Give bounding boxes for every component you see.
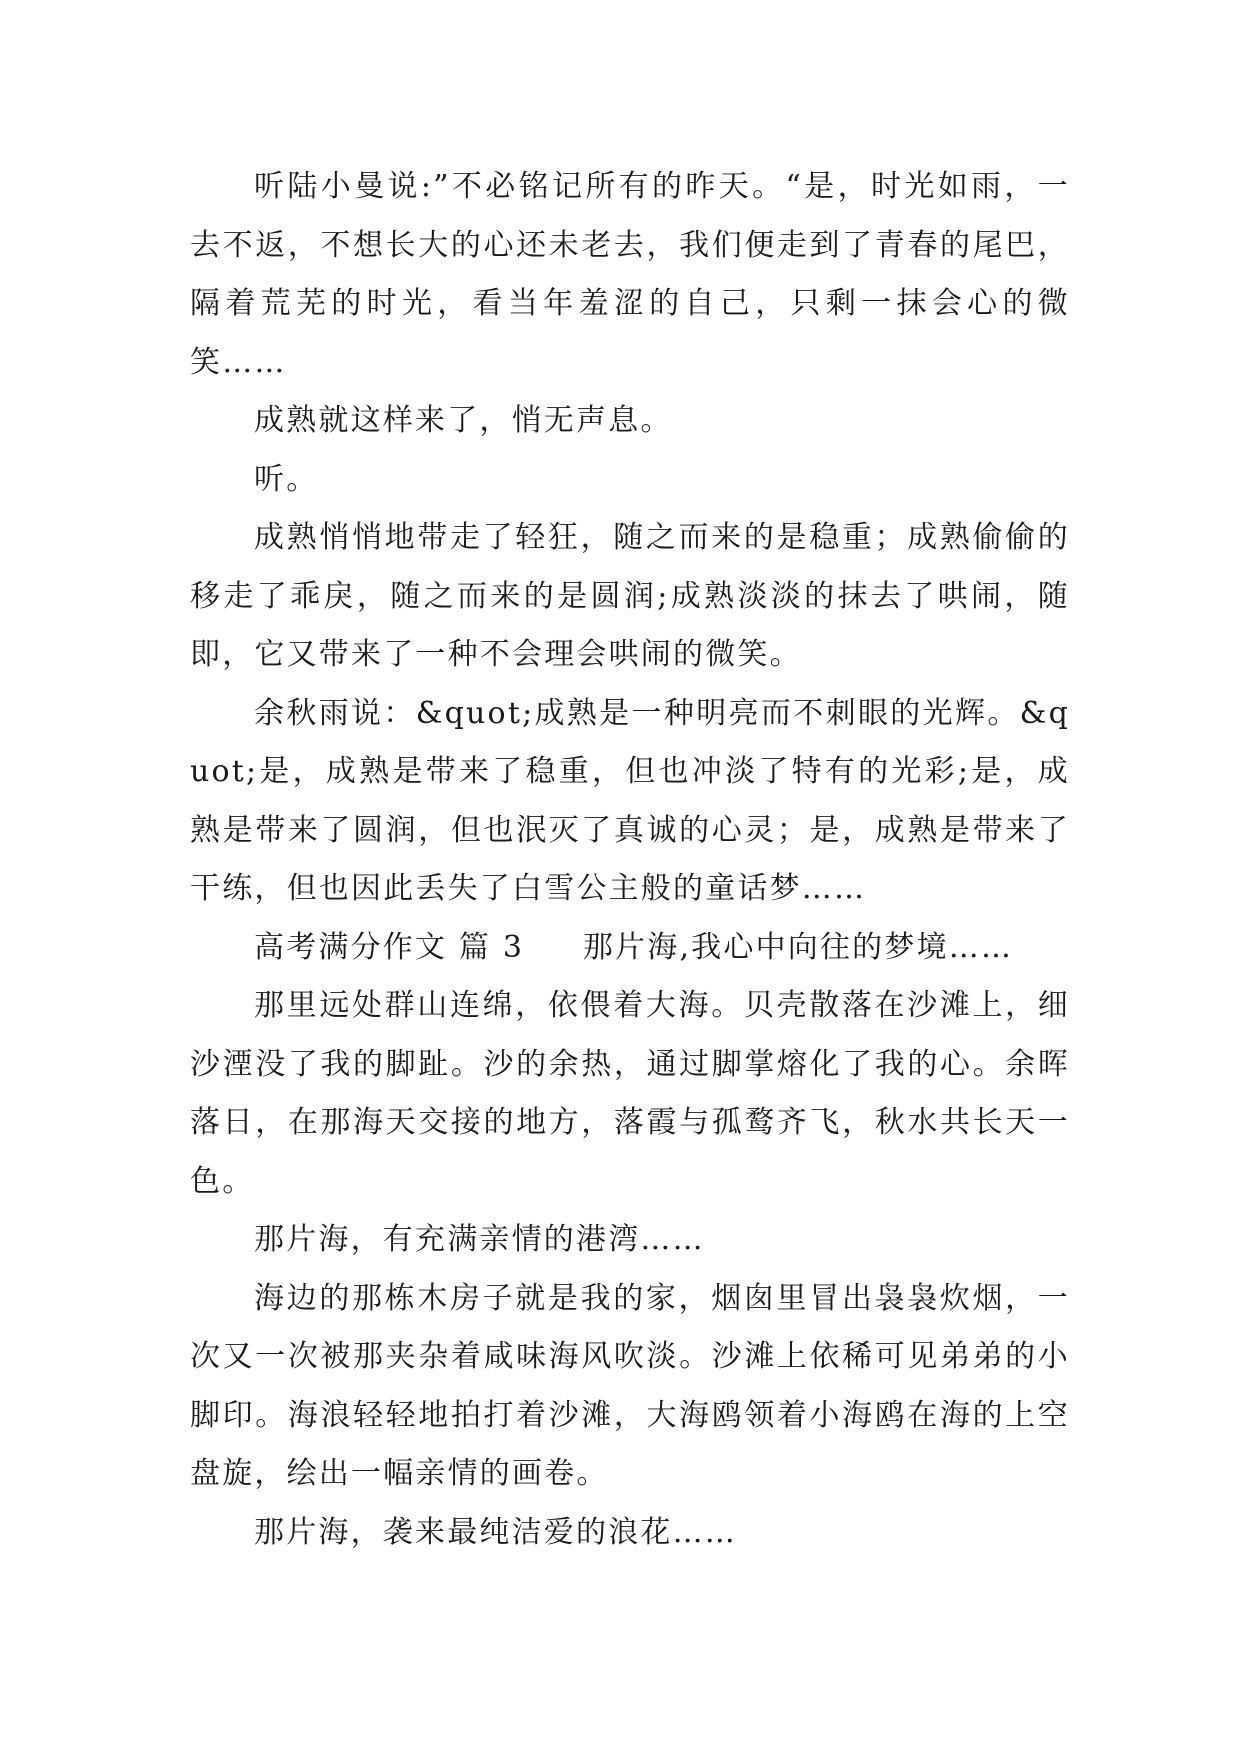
paragraph-harbor-of-family: 那片海，有充满亲情的港湾……	[254, 1222, 705, 1257]
paragraph-listen: 听。	[254, 461, 319, 497]
paragraph-mountains-and-sea: 那里远处群山连绵，依偎着大海。贝壳散落在沙滩上，细沙湮没了我的脚趾。沙的余热，通过脚掌熔化了我的心。余晖落日，在那海天交接的地方，落霞与孤鹜齐飞，秋水共长天一色。	[190, 988, 1070, 1199]
paragraph-maturity-arrives: 成熟就这样来了，悄无声息。	[254, 403, 673, 438]
paragraph-yu-qiuyu-quote: 余秋雨说：&quot;成熟是一种明亮而不刺眼的光辉。&quot;是，成熟是带来了稳重，但也冲淡了特有的光彩;是，成熟是带来了圆润，但也泯灭了真诚的心灵；是，成熟是带来了干练，但也因此丢失了白雪公主般的童话梦……	[190, 695, 1070, 906]
paragraph-maturity-takes-away: 成熟悄悄地带走了轻狂，随之而来的是稳重；成熟偷偷的移走了乖戾，随之而来的是圆润;成熟淡淡的抹去了哄闹，随即，它又带来了一种不会理会哄闹的微笑。	[190, 520, 1070, 672]
essay-heading: 高考满分作文 篇 3 那片海,我心中向往的梦境……	[254, 929, 1014, 965]
paragraph-pure-waves: 那片海，袭来最纯洁爱的浪花……	[254, 1514, 737, 1550]
document-body	[190, 158, 1070, 1562]
paragraph-lu-xiaoman-quote: 听陆小曼说:”不必铭记所有的昨天。“是，时光如雨，一去不返，不想长大的心还未老去，我们便走到了青春的尾巴，隔着荒芜的时光，看当年羞涩的自己，只剩一抹会心的微笑……	[190, 169, 1070, 380]
paragraph-wooden-house: 海边的那栋木房子就是我的家，烟囱里冒出袅袅炊烟，一次又一次被那夹杂着咸味海风吹淡。沙滩上依稀可见弟弟的小脚印。海浪轻轻地拍打着沙滩，大海鸥领着小海鸥在海的上空盘旋，绘出一幅亲情的画卷。	[190, 1280, 1070, 1491]
